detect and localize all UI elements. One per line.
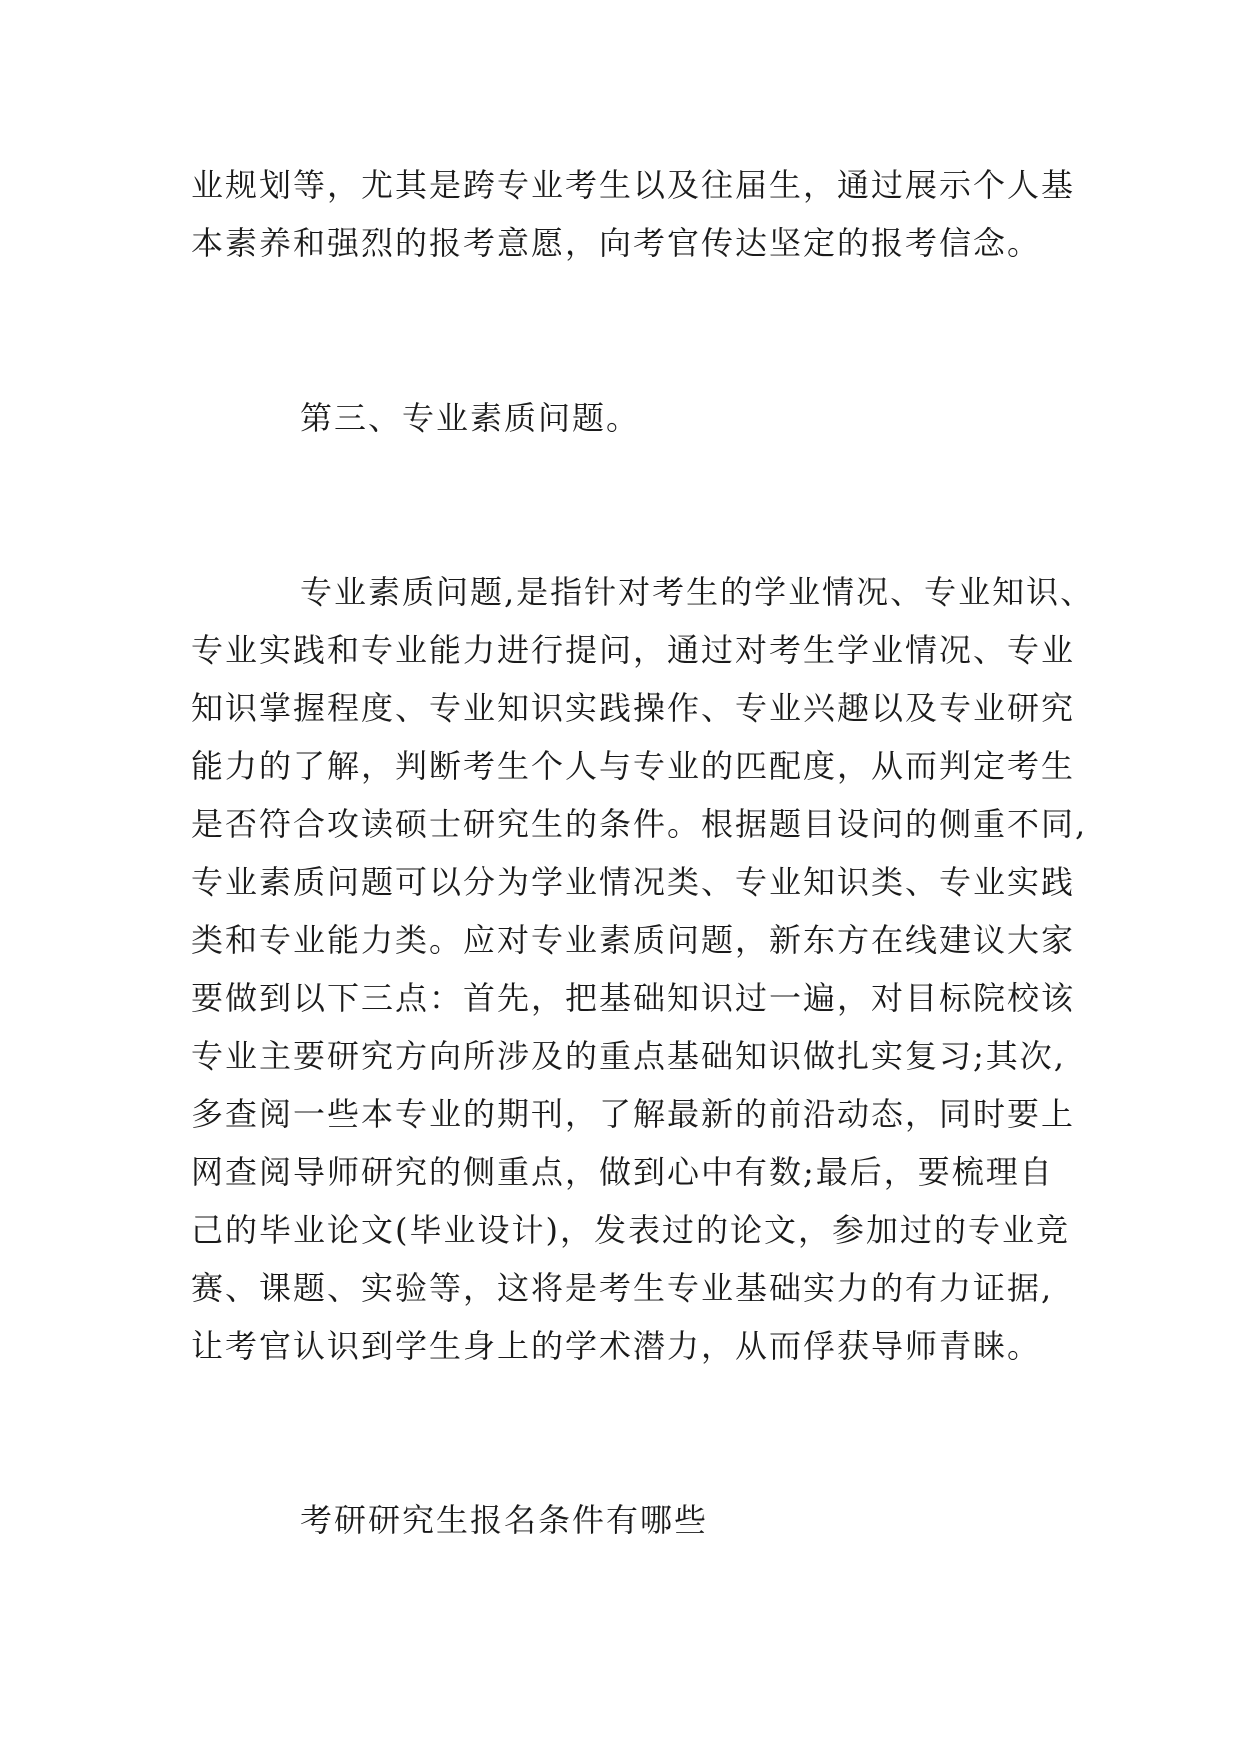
paragraph-line: 要做到以下三点：首先，把基础知识过一遍，对目标院校该 (191, 979, 1076, 1017)
paragraph-line: 让考官认识到学生身上的学术潜力，从而俘获导师青睐。 (191, 1327, 1042, 1365)
paragraph-line: 赛、课题、实验等，这将是考生专业基础实力的有力证据, (191, 1269, 1054, 1307)
paragraph-line: 专业实践和专业能力进行提问，通过对考生学业情况、专业 (191, 631, 1076, 669)
paragraph-line: 专业主要研究方向所涉及的重点基础知识做扎实复习;其次, (191, 1037, 1066, 1075)
paragraph-line: 本素养和强烈的报考意愿，向考官传达坚定的报考信念。 (191, 224, 1042, 262)
paragraph-line: 专业素质问题可以分为学业情况类、专业知识类、专业实践 (191, 863, 1076, 901)
paragraph-line: 业规划等，尤其是跨专业考生以及往届生，通过展示个人基 (191, 166, 1076, 204)
paragraph-line: 能力的了解，判断考生个人与专业的匹配度，从而判定考生 (191, 747, 1076, 785)
paragraph-line: 类和专业能力类。应对专业素质问题，新东方在线建议大家 (191, 921, 1076, 959)
paragraph-line: 己的毕业论文(毕业设计)，发表过的论文，参加过的专业竞 (191, 1211, 1070, 1249)
paragraph-line: 是否符合攻读硕士研究生的条件。根据题目设问的侧重不同, (191, 805, 1088, 843)
section-heading: 第三、专业素质问题。 (300, 399, 641, 437)
paragraph-line: 多查阅一些本专业的期刊，了解最新的前沿动态，同时要上 (191, 1095, 1076, 1133)
paragraph-line: 专业素质问题,是指针对考生的学业情况、专业知识、 (300, 573, 1095, 611)
paragraph-line: 网查阅导师研究的侧重点，做到心中有数;最后，要梳理自 (191, 1153, 1054, 1191)
section-heading: 考研研究生报名条件有哪些 (300, 1501, 709, 1539)
paragraph-line: 知识掌握程度、专业知识实践操作、专业兴趣以及专业研究 (191, 689, 1076, 727)
